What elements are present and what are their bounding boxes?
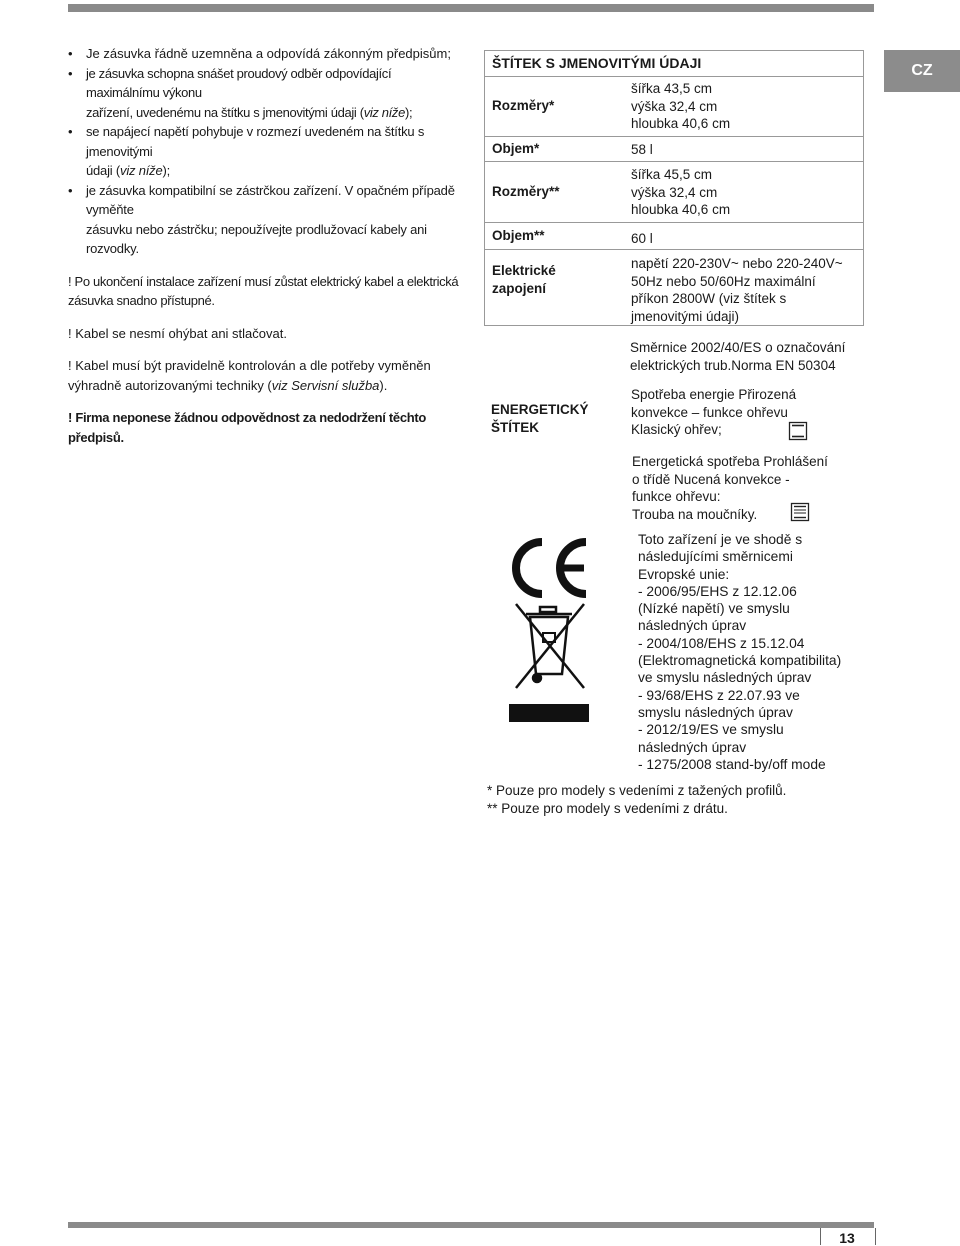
bullet-text: je zásuvka kompatibilní se zástrčkou zařízení. V opačném případě vyměňte zásuvku nebo zástrčku; nepoužívejte prodlužovací kabely ani rozvodky. <box>86 182 455 256</box>
energy-label-heading: ENERGETICKÝ ŠTÍTEK <box>491 402 589 435</box>
warning-liability: ! Firma neponese žádnou odpovědnost za nedodržení těchto předpisů. <box>68 410 427 445</box>
energy-forced-text: Energetická spotřeba Prohlášení o třídě Nucená konvekce - funkce ohřevu: Trouba na moučníky. <box>632 454 828 522</box>
volume1-label: Objem* <box>492 141 540 156</box>
warning-accessible: ! Po ukončení instalace zařízení musí zůstat elektrický kabel a elektrická zásuvka snadno přístupné. <box>68 273 459 308</box>
dimensions2-label: Rozměry** <box>492 184 560 199</box>
volume2-value: 60 l <box>631 231 653 246</box>
volume1-row <box>484 136 864 162</box>
page-number: 13 <box>839 1230 855 1246</box>
conformity-declaration: Toto zařízení je ve shodě s následujícími směrnicemi Evropské unie: - 2006/95/EHS z 12.12.06 (Nízké napětí) ve smyslu následných úprav - 2004/108/EHS z 15.12.04 (Elektromagnetická kompatibilita) ve smyslu následných úprav - 93/68/EHS z 22.07.93 ve smyslu následných úprav - 2012/19/ES ve smyslu následných úprav - 1275/2008 stand-by/off mode <box>638 532 842 772</box>
ce-mark-icon <box>506 538 592 598</box>
bullet-text: je zásuvka schopna snášet proudový odběr odpovídající maximálnímu výkonu zařízení, uvedenému na štítku s jmenovitými údaji (viz níže); <box>86 65 413 120</box>
list-item: • je zásuvka schopna snášet proudový odběr odpovídající maximálnímu výkonu zařízení, uvedenému na štítku s jmenovitými údaji (viz níže); <box>68 64 464 123</box>
bullet-text: se napájecí napětí pohybuje v rozmezí uvedeném na štítku s jmenovitými údaji (viz níže); <box>86 124 425 178</box>
top-rule <box>68 4 874 12</box>
weee-bin-icon <box>506 598 592 724</box>
bottom-rule <box>68 1222 874 1228</box>
rating-title: ŠTÍTEK S JMENOVITÝMI ÚDAJI <box>492 55 702 71</box>
bullet-text: Je zásuvka řádně uzemněna a odpovídá zákonným předpisům; <box>86 46 451 61</box>
volume2-label: Objem** <box>492 228 545 243</box>
dimensions2-values: šířka 45,5 cm výška 32,4 cm hloubka 40,6 cm <box>631 167 731 217</box>
warning-bend: ! Kabel se nesmí ohýbat ani stlačovat. <box>68 325 287 341</box>
footnote-profiles: * Pouze pro modely s vedeními z tažených profilů. <box>487 783 787 798</box>
fan-oven-icon <box>790 502 810 522</box>
directive-text: Směrnice 2002/40/ES o označování elektrických trub.Norma EN 50304 <box>630 340 846 373</box>
list-item: • Je zásuvka řádně uzemněna a odpovídá zákonným předpisům; <box>68 44 464 64</box>
warning-inspect: ! Kabel musí být pravidelně kontrolován a dle potřeby vyměněn výhradně autorizovanými techniky (viz Servisní služba). <box>68 358 431 393</box>
list-item: • se napájecí napětí pohybuje v rozmezí uvedeném na štítku s jmenovitými údaji (viz níže); <box>68 122 464 181</box>
list-item: • je zásuvka kompatibilní se zástrčkou zařízení. V opačném případě vyměňte zásuvku nebo zástrčku; nepoužívejte prodlužovací kabely ani rozvodky. <box>68 181 464 259</box>
electrical-label: Elektrické zapojení <box>492 263 556 296</box>
dimensions1-values: šířka 43,5 cm výška 32,4 cm hloubka 40,6 cm <box>631 81 731 131</box>
language-tab: CZ <box>884 50 960 92</box>
electrical-values: napětí 220-230V~ nebo 220-240V~ 50Hz nebo 50/60Hz maximální příkon 2800W (viz štítek s jmenovitými údaji) <box>631 256 843 324</box>
footnote-wire: ** Pouze pro modely s vedeními z drátu. <box>487 801 728 816</box>
dimensions1-label: Rozměry* <box>492 98 555 113</box>
energy-conventional-text: Spotřeba energie Přirozená konvekce – funkce ohřevu Klasický ohřev; <box>631 387 797 437</box>
safety-instructions <box>68 44 464 447</box>
conventional-oven-icon <box>788 421 808 441</box>
volume1-value: 58 l <box>631 142 653 157</box>
